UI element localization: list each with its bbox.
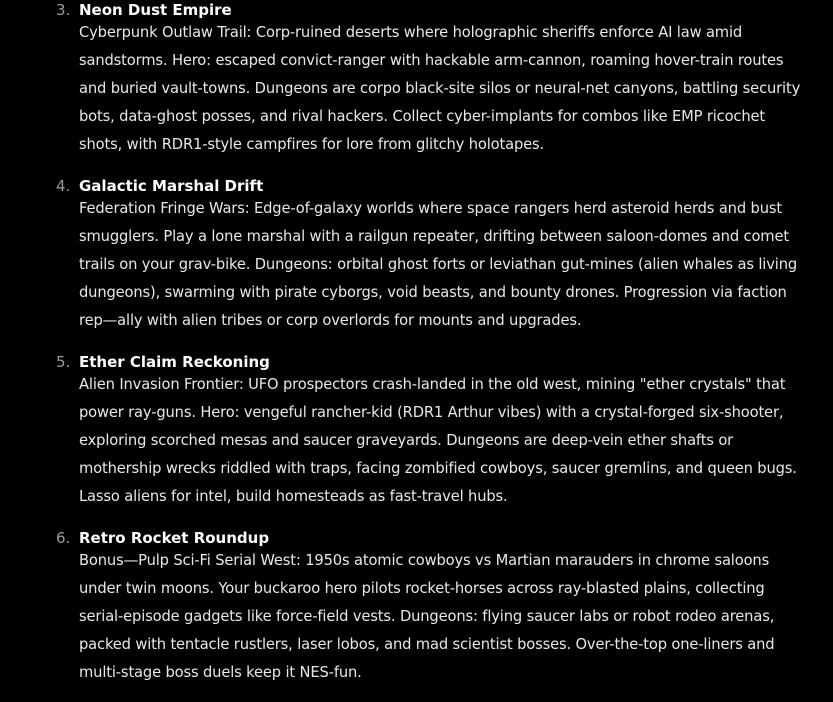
description-line: smugglers. Play a lone marshal with a railgun repeater, drifting between saloon-domes and comet — [79, 228, 789, 245]
list-item-title: Retro Rocket Roundup — [79, 529, 270, 547]
description-line: Cyberpunk Outlaw Trail: Corp-ruined deserts where holographic sheriffs enforce AI law amid — [79, 24, 743, 41]
description-line: packed with tentacle rustlers, laser lobos, and mad scientist bosses. Over-the-top one-liners and — [79, 636, 775, 653]
description-line: sandstorms. Hero: escaped convict-ranger with hackable arm-cannon, roaming hover-train routes — [79, 52, 784, 69]
description-line: rep—ally with alien tribes or corp overlords for mounts and upgrades. — [79, 312, 582, 329]
description-line: Bonus—Pulp Sci-Fi Serial West: 1950s atomic cowboys vs Martian marauders in chrome saloons — [79, 552, 770, 569]
description-line: shots, with RDR1-style campfires for lore from glitchy holotapes. — [79, 136, 545, 153]
description-line: Alien Invasion Frontier: UFO prospectors crash-landed in the old west, mining "ether crystals" that — [79, 376, 786, 393]
list-item-description — [79, 371, 831, 511]
description-line: Lasso aliens for intel, build homesteads as fast-travel hubs. — [79, 488, 508, 505]
description-line: dungeons), swarming with pirate cyborgs, void beasts, and bounty drones. Progression via faction — [79, 284, 787, 301]
description-line: mothership wrecks riddled with traps, facing zombified cowboys, saucer gremlins, and queen bugs. — [79, 460, 797, 477]
list-item-number: 5. — [56, 353, 71, 371]
description-line: bots, data-ghost posses, and rival hackers. Collect cyber-implants for combos like EMP ricochet — [79, 108, 766, 125]
description-line: multi-stage boss duels keep it NES-fun. — [79, 664, 362, 681]
description-line: under twin moons. Your buckaroo hero pilots rocket-horses across ray-blasted plains, collecting — [79, 580, 765, 597]
list-item-title: Galactic Marshal Drift — [79, 177, 264, 195]
list-item-title: Ether Claim Reckoning — [79, 353, 270, 371]
description-line: serial-episode gadgets like force-field vests. Dungeons: flying saucer labs or robot rodeo arenas, — [79, 608, 775, 625]
list-item-number: 3. — [56, 1, 71, 19]
description-line: exploring scorched mesas and saucer graveyards. Dungeons are deep-vein ether shafts or — [79, 432, 734, 449]
list-item-description — [79, 19, 831, 159]
description-line: trails on your grav-bike. Dungeons: orbital ghost forts or leviathan gut-mines (alien whales as living — [79, 256, 798, 273]
description-line: and buried vault-towns. Dungeons are corpo black-site silos or neural-net canyons, battling security — [79, 80, 801, 97]
list-item-number: 4. — [56, 177, 71, 195]
description-line: power ray-guns. Hero: vengeful rancher-kid (RDR1 Arthur vibes) with a crystal-forged six-shooter, — [79, 404, 784, 421]
list-item-description — [79, 547, 831, 687]
list-item-title: Neon Dust Empire — [79, 1, 232, 19]
description-line: Federation Fringe Wars: Edge-of-galaxy worlds where space rangers herd asteroid herds and bust — [79, 200, 782, 217]
list-item-description — [79, 195, 831, 335]
list-item-number: 6. — [56, 529, 71, 547]
